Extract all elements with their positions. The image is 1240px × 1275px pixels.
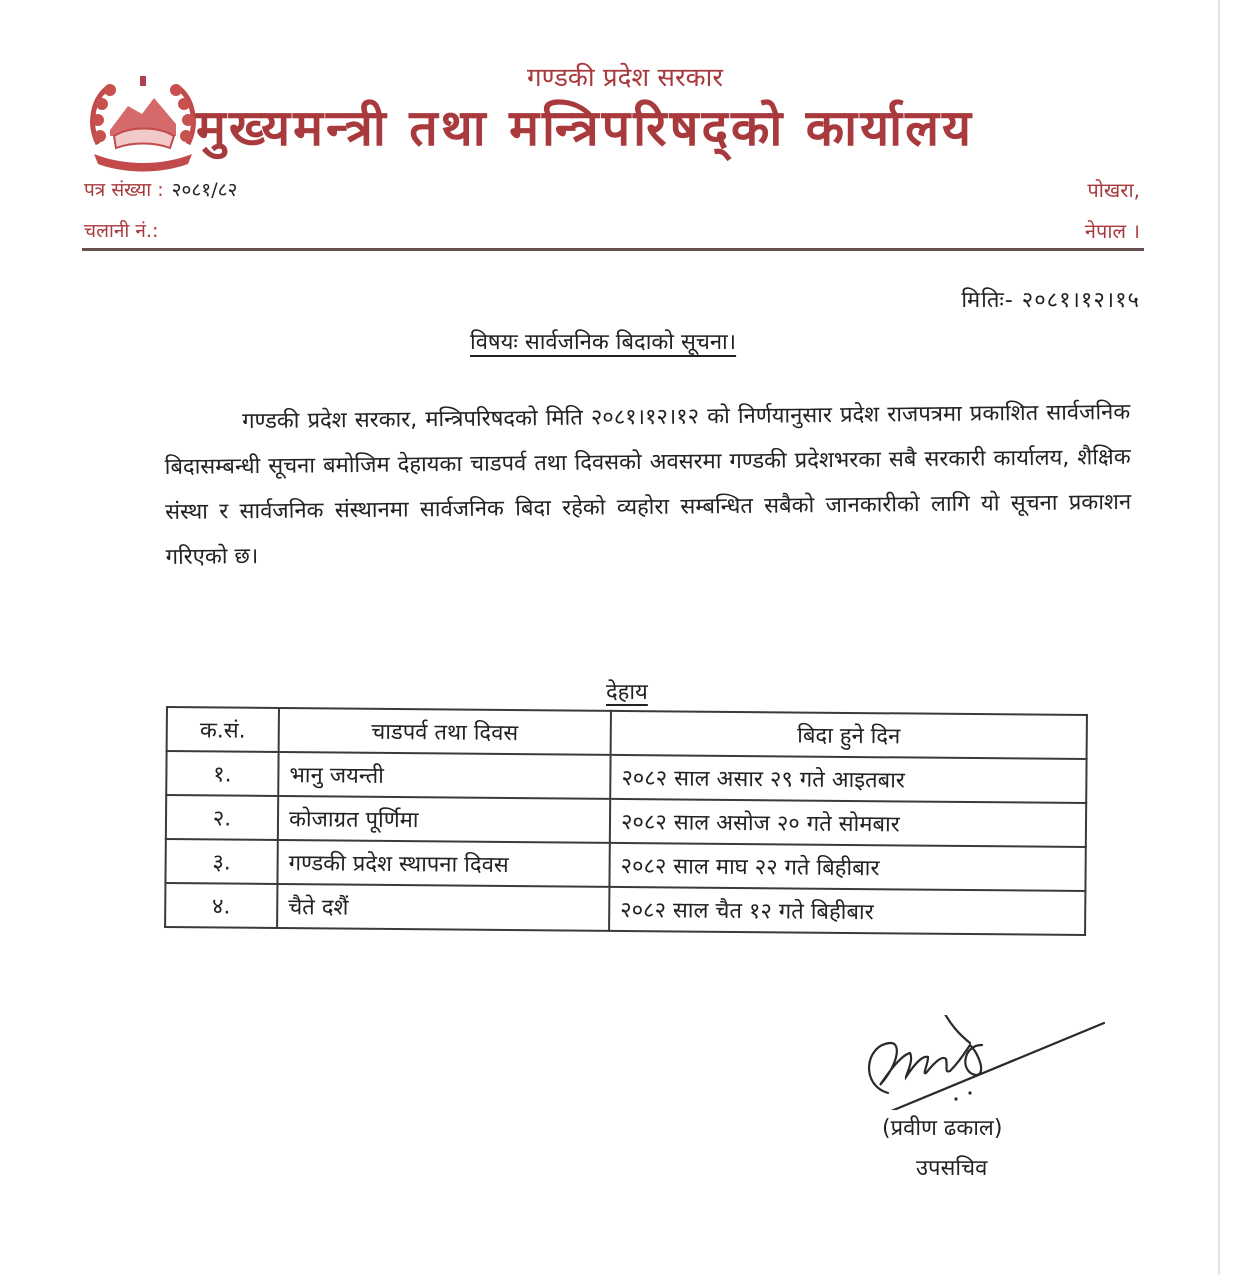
notice-subject: विषयः सार्वजनिक बिदाको सूचना। — [470, 330, 737, 355]
header-festival: चाडपर्व तथा दिवस — [279, 708, 611, 755]
signer-title: उपसचिव — [916, 1156, 988, 1181]
serial-cell: १. — [166, 751, 278, 796]
reference-value: २०८१/८२ — [171, 179, 238, 201]
table-caption: देहाय — [606, 680, 648, 705]
serial-cell: २. — [166, 795, 278, 840]
date-cell: २०८२ साल असार २९ गते आइतबार — [610, 755, 1086, 803]
page-edge — [1218, 0, 1220, 1275]
government-name: गण्डकी प्रदेश सरकार — [527, 63, 723, 93]
holiday-table — [164, 706, 1088, 936]
date-cell: २०८२ साल माघ २२ गते बिहीबार — [609, 843, 1085, 891]
festival-cell: गण्डकी प्रदेश स्थापना दिवस — [277, 840, 609, 887]
header-divider — [82, 248, 1144, 251]
date-cell: २०८२ साल चैत १२ गते बिहीबार — [609, 887, 1085, 935]
festival-cell: कोजाग्रत पूर्णिमा — [278, 796, 610, 843]
notice-body: गण्डकी प्रदेश सरकार, मन्त्रिपरिषदको मिति २०८१।१२।१२ को निर्णयानुसार प्रदेश राजपत्रमा प्रकाशित सार्वजनिक बिदासम्बन्धी सूचना बमोजिम देहायका चाडपर्व तथा दिवसको अवसरमा गण्डकी प्रदेशभरका सबै सरकारी कार्यालय, शैक्षिक संस्था र सार्वजनिक संस्थानमा सार्वजनिक बिदा रहेको व्यहोरा सम्बन्धित सबैको जानकारीको लागि यो सूचना प्रकाशन गरिएको छ। — [164, 399, 1132, 570]
date-cell: २०८२ साल असोज २० गते सोमबार — [610, 799, 1086, 847]
country: नेपाल । — [1084, 219, 1140, 243]
signer-name: (प्रवीण ढकाल) — [882, 1116, 1003, 1141]
festival-cell: भानु जयन्ती — [278, 752, 610, 799]
serial-cell: ३. — [165, 839, 277, 884]
office-name: मुख्यमन्त्री तथा मन्त्रिपरिषद्को कार्यालय — [196, 99, 974, 157]
signature-icon — [810, 1015, 1110, 1110]
festival-cell: चैते दशैं — [277, 884, 609, 931]
reference-label: पत्र संख्या : — [84, 179, 164, 201]
serial-cell: ४. — [165, 883, 277, 928]
city: पोखरा, — [1087, 178, 1140, 202]
notice-date: मितिः- २०८१।१२।१५ — [961, 288, 1140, 313]
table-row — [165, 883, 1085, 935]
header-serial: क.सं. — [167, 707, 279, 752]
header-holiday-date: बिदा हुने दिन — [611, 711, 1087, 759]
reference-number — [84, 176, 237, 202]
dispatch-number-label: चलानी नं.: — [84, 220, 159, 242]
